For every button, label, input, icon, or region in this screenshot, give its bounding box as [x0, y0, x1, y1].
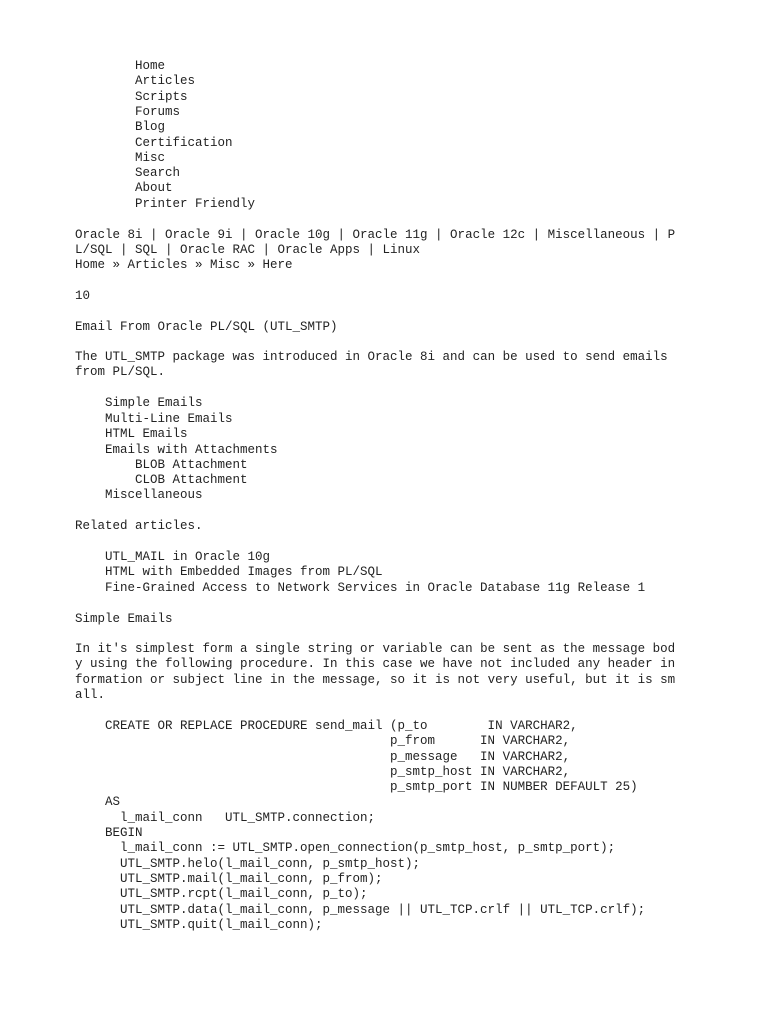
- code-line: l_mail_conn := UTL_SMTP.open_connection(p_smtp_host, p_smtp_port);: [105, 841, 616, 856]
- section-heading: Simple Emails: [75, 612, 173, 626]
- related-heading: Related articles.: [75, 519, 203, 533]
- nav-link-printer-friendly[interactable]: Printer Friendly: [135, 197, 256, 211]
- code-line: AS: [105, 795, 121, 810]
- toc-link-clob-attachment[interactable]: CLOB Attachment: [135, 473, 248, 487]
- code-line: UTL_SMTP.rcpt(l_mail_conn, p_to);: [105, 887, 368, 902]
- section-body-line-2: y using the following procedure. In this case we have not included any header in: [75, 657, 676, 671]
- nav-link-home[interactable]: Home: [135, 59, 166, 73]
- code-line: UTL_SMTP.quit(l_mail_conn);: [105, 917, 323, 932]
- code-line: BEGIN: [105, 826, 143, 841]
- page-title: Email From Oracle PL/SQL (UTL_SMTP): [75, 320, 338, 334]
- code-line: UTL_SMTP.helo(l_mail_conn, p_smtp_host);: [105, 856, 421, 871]
- code-block: [105, 719, 645, 933]
- toc-link-multi-line-emails[interactable]: Multi-Line Emails: [105, 412, 233, 426]
- intro-line-1: The UTL_SMTP package was introduced in Oracle 8i and can be used to send emails: [75, 350, 668, 364]
- section-body-line-3: formation or subject line in the message, so it is not very useful, but it is sm: [75, 673, 676, 687]
- rating-value: 10: [75, 289, 91, 303]
- section-body-line-1: In it's simplest form a single string or variable can be sent as the message bod: [75, 642, 676, 656]
- toc-link-emails-with-attachments[interactable]: Emails with Attachments: [105, 443, 278, 457]
- toc-link-blob-attachment[interactable]: BLOB Attachment: [135, 458, 248, 472]
- code-line: p_from IN VARCHAR2,: [105, 734, 571, 749]
- breadcrumb[interactable]: Home » Articles » Misc » Here: [75, 258, 293, 272]
- related-link-utl-mail[interactable]: UTL_MAIL in Oracle 10g: [105, 550, 271, 564]
- toc-link-html-emails[interactable]: HTML Emails: [105, 427, 188, 441]
- code-line: p_smtp_port IN NUMBER DEFAULT 25): [105, 780, 638, 795]
- nav-link-blog[interactable]: Blog: [135, 120, 166, 134]
- nav-link-forums[interactable]: Forums: [135, 105, 181, 119]
- related-link-html-embedded-images[interactable]: HTML with Embedded Images from PL/SQL: [105, 565, 383, 579]
- nav-link-certification[interactable]: Certification: [135, 136, 233, 150]
- related-link-fine-grained-access[interactable]: Fine-Grained Access to Network Services in Oracle Database 11g Release 1: [105, 581, 646, 595]
- code-line: UTL_SMTP.data(l_mail_conn, p_message || UTL_TCP.crlf || UTL_TCP.crlf);: [105, 902, 646, 917]
- toc-link-miscellaneous[interactable]: Miscellaneous: [105, 488, 203, 502]
- nav-link-scripts[interactable]: Scripts: [135, 90, 188, 104]
- code-line: UTL_SMTP.mail(l_mail_conn, p_from);: [105, 871, 383, 886]
- code-line: l_mail_conn UTL_SMTP.connection;: [105, 810, 376, 825]
- intro-line-2: from PL/SQL.: [75, 365, 166, 379]
- topic-links-line-2[interactable]: L/SQL | SQL | Oracle RAC | Oracle Apps | Linux: [75, 243, 421, 257]
- nav-link-about[interactable]: About: [135, 181, 173, 195]
- topic-links-line-1[interactable]: Oracle 8i | Oracle 9i | Oracle 10g | Oracle 11g | Oracle 12c | Miscellaneous | P: [75, 228, 676, 242]
- toc-link-simple-emails[interactable]: Simple Emails: [105, 396, 203, 410]
- section-body-line-4: all.: [75, 688, 106, 702]
- code-line: p_message IN VARCHAR2,: [105, 749, 571, 764]
- nav-link-misc[interactable]: Misc: [135, 151, 166, 165]
- code-line: CREATE OR REPLACE PROCEDURE send_mail (p_to IN VARCHAR2,: [105, 719, 578, 733]
- nav-link-articles[interactable]: Articles: [135, 74, 196, 88]
- nav-link-search[interactable]: Search: [135, 166, 181, 180]
- code-line: p_smtp_host IN VARCHAR2,: [105, 764, 571, 779]
